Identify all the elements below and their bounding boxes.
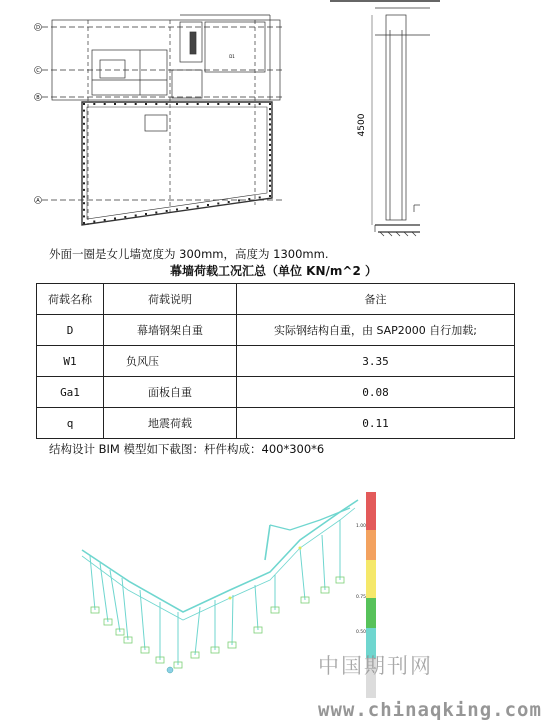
wall-elevation [330,1,440,236]
load-note: 0.08 [237,377,515,408]
parapet-post-marker [145,103,147,105]
parapet-post-marker [104,219,106,221]
parapet-post-marker [269,113,271,115]
parapet-post-marker [217,103,219,105]
load-name: q [37,408,104,439]
parapet-post-marker [228,201,230,203]
legend-tick: 0.75 [356,595,367,600]
parapet-post-marker [248,198,250,200]
parapet-post-marker [83,202,85,204]
parapet-post-marker [83,196,85,198]
parapet-post-marker [269,108,271,110]
load-desc: 幕墙钢架自重 [104,315,237,346]
parapet-post-marker [83,182,85,184]
parapet-post-marker [83,176,85,178]
parapet-post-marker [269,149,271,151]
parapet-post-marker [176,209,178,211]
parapet-post-marker [259,197,261,199]
parapet-post-marker [83,163,85,165]
parapet-post-marker [269,169,271,171]
parapet-post-marker [269,123,271,125]
parapet-post-marker [135,103,137,105]
legend-band [366,560,376,598]
load-name: Ga1 [37,377,104,408]
table-row [37,315,515,346]
legend-band [366,492,376,530]
parapet-post-marker [124,103,126,105]
parapet-post-marker [83,110,85,112]
bim-model-description: 结构设计 BIM 模型如下截图：杆件构成：400*300*6 [49,442,325,456]
parapet-post-marker [155,212,157,214]
parapet-post-marker [145,213,147,215]
parapet-post-marker [166,103,168,105]
parapet-post-marker [269,159,271,161]
header-load-desc: 荷载说明 [104,284,237,315]
parapet-post-marker [217,203,219,205]
load-name: D [37,315,104,346]
parapet-post-marker [83,222,85,224]
legend-band [366,598,376,628]
watermark-url: www.chinaqking.com [318,699,542,721]
load-name: W1 [37,346,104,377]
parapet-post-marker [186,207,188,209]
load-case-table [36,283,515,439]
parapet-post-marker [269,175,271,177]
parapet-post-marker [83,129,85,131]
parapet-post-marker [269,190,271,192]
parapet-post-marker [238,200,240,202]
load-desc: 面板自重 [104,377,237,408]
axis-label-d: D [36,25,40,31]
parapet-post-marker [269,164,271,166]
parapet-post-marker [197,206,199,208]
steel-frame [82,500,358,620]
dimension-label: 4500 [357,113,367,137]
parapet-post-marker [83,149,85,151]
parapet-post-marker [207,103,209,105]
axis-label-c: C [36,68,40,74]
legend-tick: 1.00 [356,524,367,529]
parapet-post-marker [269,129,271,131]
parapet-post-marker [269,195,271,197]
parapet-post-marker [228,103,230,105]
cad-drawings [0,0,547,245]
table-row [37,377,515,408]
parapet-post-marker [83,123,85,125]
parapet-post-marker [248,103,250,105]
frame-post [255,585,258,630]
parapet-post-marker [269,185,271,187]
parapet-post-marker [83,143,85,145]
watermark-logo-text: 中国期刊网 [318,654,433,678]
parapet-post-marker [93,103,95,105]
axis-bubble-c [35,67,42,75]
frame-post [300,548,305,600]
parapet-post-marker [83,209,85,211]
parapet-post-marker [114,218,116,220]
parapet-post-marker [166,210,168,212]
parapet-post-marker [114,103,116,105]
parapet-post-marker [259,103,261,105]
parapet-post-marker [135,215,137,217]
header-note: 备注 [237,284,515,315]
parapet-post-marker [269,103,271,105]
axis-bubble-d [35,24,42,32]
parapet-post-marker [83,156,85,158]
table-row [37,408,515,439]
parapet-description: 外面一圈是女儿墙宽度为 300mm，高度为 1300mm. [49,247,329,261]
parapet-post-marker [83,136,85,138]
legend-band [366,530,376,560]
load-note: 0.11 [237,408,515,439]
legend-tick: 0.50 [356,630,367,635]
axis-bubble-a [35,197,42,205]
parapet-post-marker [238,103,240,105]
parapet-post-marker [83,116,85,118]
parapet-post-marker [197,103,199,105]
parapet-post-marker [269,134,271,136]
load-desc: 地震荷载 [104,408,237,439]
parapet-post-marker [155,103,157,105]
parapet-post-marker [186,103,188,105]
parapet-post-marker [269,139,271,141]
frame-post [110,570,120,632]
axis-bubble-b [35,94,42,102]
axis-label-b: B [36,95,40,101]
table-row [37,346,515,377]
parapet-post-marker [93,221,95,223]
parapet-post-marker [269,180,271,182]
header-load-name: 荷载名称 [37,284,104,315]
parapet-post-marker [124,216,126,218]
axis-label-a: A [36,198,40,204]
parapet-post-marker [269,118,271,120]
floor-plan [42,15,285,225]
parapet-post-marker [83,169,85,171]
parapet-post-marker [269,144,271,146]
load-note: 实际钢结构自重，由 SAP2000 自行加载; [237,315,515,346]
load-desc: 负风压 [104,346,237,377]
table-header-row [37,284,515,315]
parapet-post-marker [207,204,209,206]
table-title: 幕墙荷载工况汇总（单位 KN/m^2 ） [170,264,377,278]
parapet-post-marker [83,103,85,105]
bim-model-image [0,480,547,724]
room-label: D1 [229,54,235,59]
frame-post [322,535,325,590]
frame-post [232,595,233,645]
load-note: 3.35 [237,346,515,377]
parapet-post-marker [83,215,85,217]
parapet-post-marker [104,103,106,105]
parapet-post-marker [176,103,178,105]
parapet-post-marker [83,189,85,191]
parapet-post-marker [269,154,271,156]
